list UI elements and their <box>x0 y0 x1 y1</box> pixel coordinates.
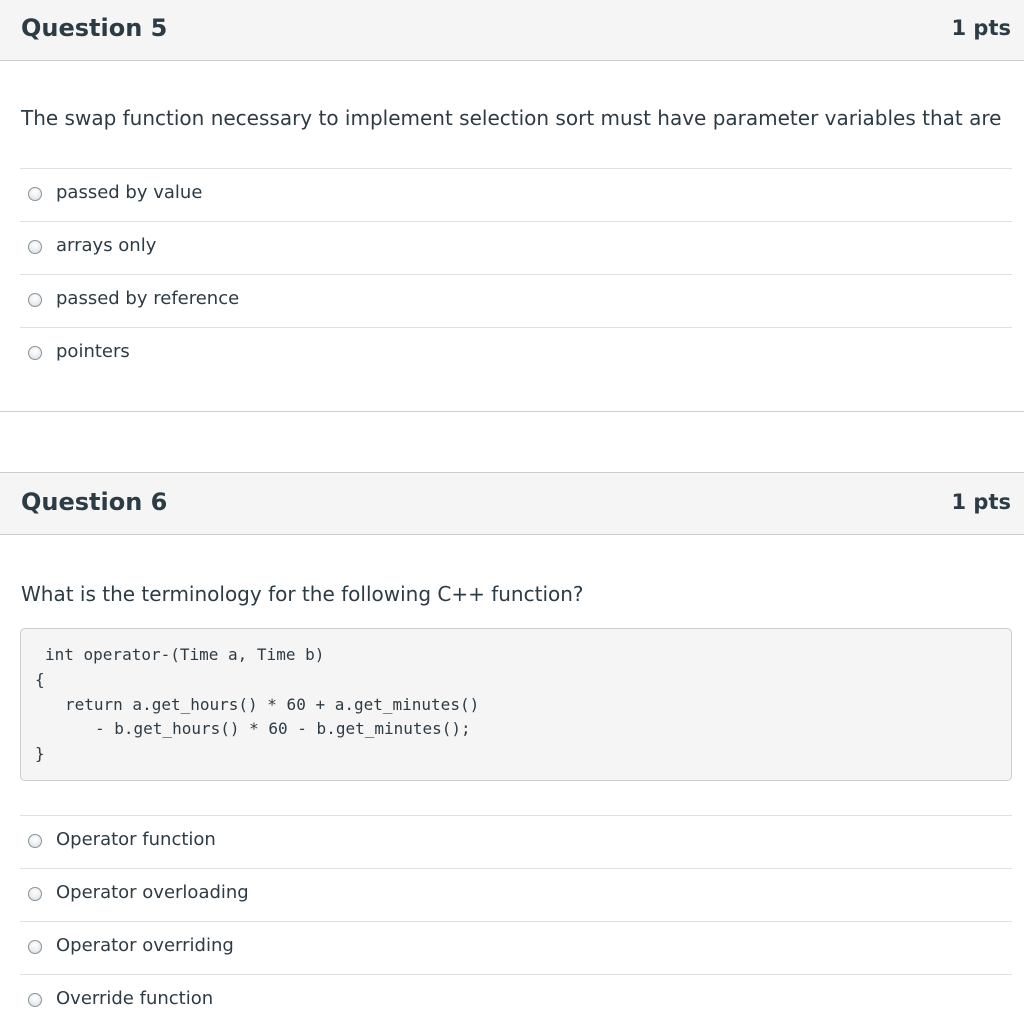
answer-label[interactable]: passed by value <box>56 182 203 203</box>
answer-option[interactable] <box>20 921 1012 974</box>
answer-option[interactable] <box>20 815 1012 868</box>
radio-unchecked-icon[interactable] <box>28 293 42 307</box>
answer-option[interactable] <box>20 168 1012 221</box>
answer-label[interactable]: Operator overloading <box>56 882 249 903</box>
question-text: The swap function necessary to implement selection sort must have parameter variables that are <box>21 106 1002 130</box>
question-header <box>0 0 1024 61</box>
question-5 <box>0 0 1024 412</box>
answer-label[interactable]: pointers <box>56 341 130 362</box>
answer-label[interactable]: Override function <box>56 988 214 1009</box>
radio-unchecked-icon[interactable] <box>28 834 42 848</box>
answer-label[interactable]: Operator function <box>56 829 216 850</box>
code-line: int operator-(Time a, Time b) <box>45 645 325 664</box>
answer-option[interactable] <box>20 221 1012 274</box>
radio-unchecked-icon[interactable] <box>28 346 42 360</box>
answer-list <box>20 168 1012 380</box>
question-header <box>0 473 1024 535</box>
code-block <box>20 628 1012 781</box>
radio-unchecked-icon[interactable] <box>28 993 42 1007</box>
radio-unchecked-icon[interactable] <box>28 240 42 254</box>
code-line: { <box>35 670 45 689</box>
question-title: Question 6 <box>21 488 168 516</box>
question-text: What is the terminology for the following C++ function? <box>21 582 584 606</box>
question-6 <box>0 472 1024 1032</box>
answer-option[interactable] <box>20 974 1012 1027</box>
question-points: 1 pts <box>951 16 1011 40</box>
code-line: return a.get_hours() * 60 + a.get_minutes() <box>65 695 480 714</box>
answer-label[interactable]: passed by reference <box>56 288 240 309</box>
answer-option[interactable] <box>20 274 1012 327</box>
code-line: - b.get_hours() * 60 - b.get_minutes(); <box>95 719 471 738</box>
answer-label[interactable]: arrays only <box>56 235 157 256</box>
answer-option[interactable] <box>20 868 1012 921</box>
answer-list <box>20 815 1012 1027</box>
question-points: 1 pts <box>951 490 1011 514</box>
radio-unchecked-icon[interactable] <box>28 940 42 954</box>
answer-option[interactable] <box>20 327 1012 380</box>
code-line: } <box>35 744 45 763</box>
radio-unchecked-icon[interactable] <box>28 887 42 901</box>
question-title: Question 5 <box>21 14 168 42</box>
radio-unchecked-icon[interactable] <box>28 187 42 201</box>
answer-label[interactable]: Operator overriding <box>56 935 234 956</box>
